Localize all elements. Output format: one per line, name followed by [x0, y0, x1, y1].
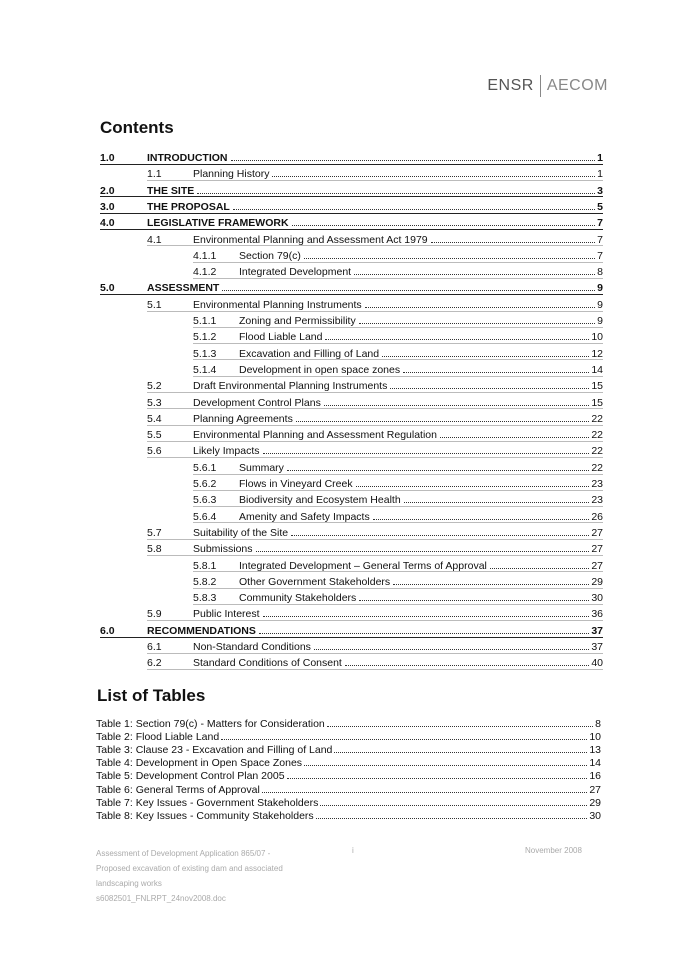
toc-number: 4.0: [100, 217, 115, 230]
toc-title: Development in open space zones: [239, 363, 401, 376]
toc-leader-dots: [373, 519, 590, 520]
footer-line-3: landscaping works: [96, 879, 162, 888]
toc-entry[interactable]: [147, 185, 603, 197]
toc-row[interactable]: [0, 148, 676, 164]
toc-leader-dots: [359, 323, 595, 324]
table-list-title: Table 1: Section 79(c) - Matters for Consideration: [96, 718, 325, 730]
footer-line-2: Proposed excavation of existing dam and associated: [96, 864, 283, 873]
toc-row[interactable]: [0, 653, 676, 669]
toc-number: 5.8.3: [193, 592, 217, 605]
toc-leader-dots: [440, 437, 589, 438]
toc-leader-dots: [390, 388, 589, 389]
toc-number: 1.1: [147, 168, 162, 181]
toc-entry[interactable]: [193, 413, 603, 425]
toc-row[interactable]: [0, 604, 676, 620]
toc-number: 5.8.1: [193, 559, 217, 572]
toc-number: 5.1.1: [193, 315, 217, 327]
toc-row[interactable]: [0, 246, 676, 262]
toc-leader-dots: [314, 649, 589, 650]
table-list-page-number: 8: [595, 718, 601, 730]
toc-page-number: 14: [591, 363, 603, 376]
toc-page-number: 9: [597, 315, 603, 327]
toc-number: 5.6: [147, 445, 162, 458]
toc-title: Non-Standard Conditions: [193, 641, 311, 653]
toc-page-number: 30: [591, 592, 603, 605]
toc-row[interactable]: [0, 539, 676, 555]
toc-leader-dots: [304, 258, 595, 259]
toc-entry[interactable]: [239, 560, 603, 572]
toc-leader-dots: [197, 193, 595, 194]
footer-page-number: i: [352, 846, 354, 855]
toc-entry[interactable]: [239, 348, 603, 360]
toc-entry[interactable]: [239, 315, 603, 327]
table-list-title: Table 4: Development in Open Space Zones: [96, 757, 303, 770]
toc-number: 5.8.2: [193, 575, 217, 588]
toc-number: 5.6.2: [193, 478, 217, 490]
toc-leader-dots: [291, 535, 589, 536]
toc-row[interactable]: [0, 262, 676, 278]
toc-number: 3.0: [100, 200, 115, 213]
toc-number: 4.1.2: [193, 266, 217, 279]
toc-number: 6.2: [147, 657, 162, 670]
toc-number: 5.6.4: [193, 510, 217, 523]
toc-entry[interactable]: [147, 152, 603, 164]
table-list-title: Table 5: Development Control Plan 2005: [96, 770, 285, 783]
toc-number: 5.9: [147, 608, 162, 621]
toc-row[interactable]: [0, 344, 676, 360]
toc-leader-dots: [431, 242, 596, 243]
toc-leader-dots: [222, 290, 595, 291]
table-list-title: Table 7: Key Issues - Government Stakeholders: [96, 796, 319, 809]
toc-row[interactable]: [0, 588, 676, 604]
toc-leader-dots: [345, 665, 589, 666]
toc-row[interactable]: [0, 181, 676, 197]
toc-title: Development Control Plans: [193, 396, 321, 409]
toc-page-number: 7: [597, 233, 603, 246]
toc-leader-dots: [296, 421, 589, 422]
footer-line-1: Assessment of Development Application 865/07 -: [96, 849, 271, 858]
table-list-item[interactable]: [96, 783, 601, 796]
toc-title: THE SITE: [147, 184, 195, 197]
toc-entry[interactable]: [239, 478, 603, 490]
toc-row[interactable]: [0, 409, 676, 425]
toc-entry[interactable]: [193, 527, 603, 539]
toc-entry[interactable]: [147, 625, 603, 637]
toc-title: INTRODUCTION: [147, 152, 228, 164]
toc-title: Other Government Stakeholders: [239, 575, 391, 588]
toc-row[interactable]: [0, 425, 676, 441]
toc-entry[interactable]: [193, 543, 603, 555]
toc-leader-dots: [287, 470, 589, 471]
toc-title: Draft Environmental Planning Instruments: [193, 380, 388, 393]
toc-page-number: 27: [591, 543, 603, 556]
toc-page-number: 9: [597, 298, 603, 311]
toc-page-number: 23: [591, 478, 603, 490]
toc-leader-dots: [382, 356, 589, 357]
toc-entry[interactable]: [239, 494, 603, 506]
toc-entry[interactable]: [239, 266, 603, 278]
toc-title: Suitability of the Site: [193, 526, 289, 539]
toc-leader-dots: [404, 502, 590, 503]
toc-title: RECOMMENDATIONS: [147, 624, 256, 637]
toc-entry[interactable]: [193, 445, 603, 457]
toc-leader-dots: [272, 176, 595, 177]
toc-page-number: 27: [591, 559, 603, 572]
toc-leader-dots: [490, 568, 589, 569]
toc-row[interactable]: [0, 458, 676, 474]
toc-leader-dots: [324, 405, 589, 406]
toc-entry[interactable]: [239, 462, 603, 474]
toc-leader-dots: [403, 372, 589, 373]
toc-leader-dots: [263, 453, 590, 454]
toc-entry[interactable]: [239, 331, 603, 343]
toc-title: Environmental Planning Instruments: [193, 298, 362, 311]
toc-number: 4.1: [147, 233, 162, 246]
table-list-item[interactable]: [96, 717, 601, 730]
toc-row[interactable]: [0, 376, 676, 392]
toc-number: 6.0: [100, 624, 115, 637]
toc-page-number: 29: [591, 575, 603, 588]
table-list-item[interactable]: [96, 809, 601, 822]
toc-page-number: 37: [591, 641, 603, 653]
toc-row[interactable]: [0, 621, 676, 637]
table-list-page-number: 29: [589, 796, 601, 809]
table-list-leader-dots: [287, 778, 588, 779]
toc-entry[interactable]: [193, 168, 603, 180]
toc-leader-dots: [359, 600, 589, 601]
toc-entry[interactable]: [239, 250, 603, 262]
table-list-leader-dots: [262, 792, 588, 793]
toc-row[interactable]: [0, 230, 676, 246]
toc-row[interactable]: [0, 327, 676, 343]
toc-row[interactable]: [0, 507, 676, 523]
toc-number: 5.6.3: [193, 494, 217, 507]
toc-title: THE PROPOSAL: [147, 200, 230, 213]
table-list-page-number: 10: [589, 731, 601, 744]
toc-page-number: 26: [591, 510, 603, 523]
toc-title: ASSESSMENT: [147, 282, 220, 295]
toc-title: Zoning and Permissibility: [239, 315, 356, 327]
toc-number: 1.0: [100, 152, 115, 164]
toc-page-number: 15: [591, 380, 603, 393]
table-list-page-number: 13: [589, 744, 601, 757]
toc-leader-dots: [365, 307, 595, 308]
toc-number: 5.0: [100, 282, 115, 295]
footer-document-info: [96, 846, 283, 906]
toc-leader-dots: [356, 486, 590, 487]
toc-number: 5.1.4: [193, 363, 217, 376]
toc-row[interactable]: [0, 360, 676, 376]
toc-number: 5.3: [147, 396, 162, 409]
footer-filename: s6082501_FNLRPT_24nov2008.doc: [96, 894, 226, 903]
toc-title: Summary: [239, 461, 284, 474]
toc-page-number: 7: [597, 217, 603, 230]
toc-leader-dots: [263, 616, 590, 617]
toc-entry[interactable]: [193, 657, 603, 669]
toc-entry[interactable]: [193, 380, 603, 392]
table-list-leader-dots: [327, 726, 593, 727]
toc-leader-dots: [233, 209, 595, 210]
toc-entry[interactable]: [193, 641, 603, 653]
toc-leader-dots: [256, 551, 590, 552]
table-list-leader-dots: [221, 739, 587, 740]
toc-title: Likely Impacts: [193, 445, 260, 458]
company-logo: [487, 75, 608, 97]
toc-page-number: 22: [591, 445, 603, 458]
logo-aecom: AECOM: [546, 77, 608, 94]
toc-page-number: 15: [591, 396, 603, 409]
toc-row[interactable]: [0, 523, 676, 539]
toc-number: 5.7: [147, 526, 162, 539]
toc-page-number: 12: [591, 347, 603, 360]
table-list-item[interactable]: [96, 730, 601, 743]
table-list-item[interactable]: [96, 769, 601, 782]
toc-page-number: 8: [597, 266, 603, 279]
toc-row[interactable]: [0, 637, 676, 653]
table-list-page-number: 16: [589, 770, 601, 783]
table-list-title: Table 8: Key Issues - Community Stakeholders: [96, 809, 314, 822]
toc-leader-dots: [393, 584, 589, 585]
toc-row[interactable]: [0, 197, 676, 213]
table-list-page-number: 30: [589, 809, 601, 822]
toc-title: Integrated Development: [239, 266, 352, 279]
toc-entry[interactable]: [239, 592, 603, 604]
table-list-item[interactable]: [96, 743, 601, 756]
table-list-page-number: 14: [589, 757, 601, 770]
table-list-leader-dots: [304, 765, 587, 766]
toc-number: 5.1.3: [193, 347, 217, 360]
list-of-tables-heading: List of Tables: [97, 686, 206, 705]
toc-number: 5.4: [147, 412, 162, 425]
toc-leader-dots: [292, 225, 596, 226]
toc-title: Planning Agreements: [193, 412, 293, 425]
toc-title: Environmental Planning and Assessment Act 1979: [193, 233, 428, 246]
toc-entry[interactable]: [193, 397, 603, 409]
toc-title: Flows in Vineyard Creek: [239, 478, 353, 490]
toc-entry[interactable]: [239, 364, 603, 376]
contents-heading: Contents: [100, 118, 174, 137]
toc-number: 5.1.2: [193, 331, 217, 344]
toc-title: Integrated Development – General Terms of Approval: [239, 559, 487, 572]
toc-leader-dots: [231, 160, 596, 161]
toc-page-number: 40: [591, 657, 603, 670]
toc-title: Biodiversity and Ecosystem Health: [239, 494, 401, 507]
footer-date: November 2008: [525, 846, 582, 855]
table-list-item[interactable]: [96, 796, 601, 809]
toc-title: Amenity and Safety Impacts: [239, 510, 370, 523]
toc-page-number: 22: [591, 461, 603, 474]
toc-row[interactable]: [0, 164, 676, 180]
toc-title: Public Interest: [193, 608, 260, 621]
toc-title: Community Stakeholders: [239, 592, 357, 605]
toc-entry[interactable]: [193, 234, 603, 246]
toc-number: 5.1: [147, 298, 162, 311]
toc-number: 5.2: [147, 380, 162, 393]
toc-entry[interactable]: [147, 217, 603, 229]
toc-row-rule: [147, 669, 603, 670]
toc-page-number: 3: [597, 184, 603, 197]
toc-row[interactable]: [0, 572, 676, 588]
toc-row[interactable]: [0, 213, 676, 229]
toc-number: 5.8: [147, 543, 162, 556]
table-list-leader-dots: [316, 818, 588, 819]
toc-number: 2.0: [100, 184, 115, 197]
toc-page-number: 1: [597, 168, 603, 181]
toc-entry[interactable]: [147, 282, 603, 294]
toc-title: Planning History: [193, 168, 270, 181]
toc-leader-dots: [354, 274, 595, 275]
toc-row[interactable]: [0, 311, 676, 327]
toc-page-number: 37: [591, 624, 603, 637]
logo-ensr: ENSR: [487, 77, 534, 94]
toc-page-number: 27: [591, 526, 603, 539]
toc-number: 6.1: [147, 641, 162, 653]
toc-page-number: 7: [597, 249, 603, 262]
toc-entry[interactable]: [239, 576, 603, 588]
toc-entry[interactable]: [193, 608, 603, 620]
toc-title: Environmental Planning and Assessment Regulation: [193, 429, 437, 442]
toc-title: Submissions: [193, 543, 253, 556]
toc-number: 4.1.1: [193, 249, 217, 262]
toc-entry[interactable]: [193, 429, 603, 441]
toc-title: Standard Conditions of Consent: [193, 657, 342, 670]
table-list-page-number: 27: [589, 783, 601, 796]
table-list-title: Table 2: Flood Liable Land: [96, 731, 220, 744]
toc-leader-dots: [259, 633, 589, 634]
toc-title: Flood Liable Land: [239, 331, 323, 344]
toc-page-number: 22: [591, 412, 603, 425]
toc-row[interactable]: [0, 441, 676, 457]
table-list-leader-dots: [334, 752, 587, 753]
toc-row[interactable]: [0, 474, 676, 490]
toc-row[interactable]: [0, 490, 676, 506]
toc-page-number: 5: [597, 200, 603, 213]
toc-number: 5.5: [147, 429, 162, 442]
toc-row[interactable]: [0, 393, 676, 409]
toc-page-number: 1: [597, 152, 603, 164]
toc-number: 5.6.1: [193, 461, 217, 474]
table-list-item[interactable]: [96, 756, 601, 769]
toc-title: Excavation and Filling of Land: [239, 347, 380, 360]
toc-entry[interactable]: [193, 299, 603, 311]
toc-title: Section 79(c): [239, 249, 301, 262]
toc-entry[interactable]: [239, 511, 603, 523]
toc-page-number: 36: [591, 608, 603, 621]
toc-page-number: 9: [597, 282, 603, 295]
toc-row[interactable]: [0, 556, 676, 572]
toc-title: LEGISLATIVE FRAMEWORK: [147, 217, 289, 230]
toc-leader-dots: [325, 339, 589, 340]
table-list-title: Table 6: General Terms of Approval: [96, 783, 260, 796]
logo-divider: [540, 75, 541, 97]
toc-page-number: 22: [591, 429, 603, 442]
toc-page-number: 23: [591, 494, 603, 507]
toc-page-number: 10: [591, 331, 603, 344]
toc-row[interactable]: [0, 295, 676, 311]
toc-entry[interactable]: [147, 201, 603, 213]
toc-row[interactable]: [0, 278, 676, 294]
table-list-title: Table 3: Clause 23 - Excavation and Filling of Land: [96, 744, 333, 757]
table-list-leader-dots: [320, 805, 587, 806]
